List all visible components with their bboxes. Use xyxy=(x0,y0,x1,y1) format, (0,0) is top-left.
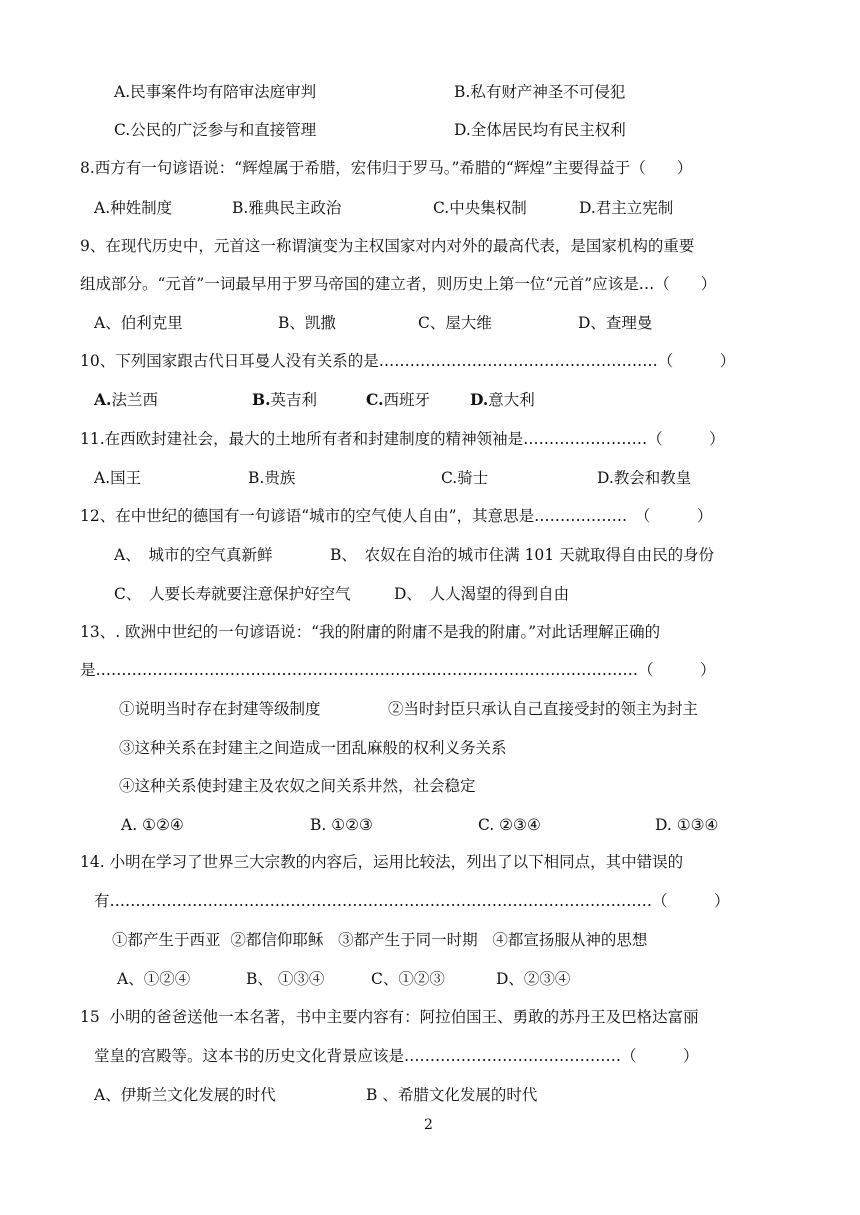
q15-option-a: A、伊斯兰文化发展的时代 xyxy=(94,1086,276,1104)
q12-option-a: A、 城市的空气真新鲜 xyxy=(114,546,273,564)
q11-option-b: B.贵族 xyxy=(248,469,296,487)
q10-stem: 10、下列国家跟古代日耳曼人没有关系的是………………………………………………（ ） xyxy=(80,352,736,370)
q12-option-b: B、 农奴在自治的城市住满 101 天就取得自由民的身份 xyxy=(330,546,715,564)
q10-option-d: D.意大利 xyxy=(470,390,535,409)
q9-option-b: B、凯撒 xyxy=(278,314,336,332)
q10-option-c: C.西班牙 xyxy=(366,390,430,409)
q12-option-c: C、 人要长寿就要注意保护好空气 xyxy=(114,585,351,603)
q13-stem-line1: 13、. 欧洲中世纪的一句谚语说：“我的附庸的附庸不是我的附庸。”对此话理解正确的 xyxy=(80,623,661,641)
q13-stem-line2: 是……………………………………………………………………………………………（ ） xyxy=(80,661,716,679)
q8-option-b: B.雅典民主政治 xyxy=(232,199,342,217)
q14-stem-line1: 14. 小明在学习了世界三大宗教的内容后，运用比较法，列出了以下相同点，其中错误的 xyxy=(80,853,684,871)
q9-option-c: C、屋大维 xyxy=(418,314,492,332)
q8-option-d: D.君主立宪制 xyxy=(579,199,674,217)
page-number: 2 xyxy=(424,1117,433,1133)
q13-option-a: A. ①②④ xyxy=(121,816,184,834)
q14-option-a: A、①②④ xyxy=(117,970,191,988)
q11-option-d: D.教会和教皇 xyxy=(597,469,692,487)
q7-option-b: B.私有财产神圣不可侵犯 xyxy=(454,83,626,101)
q12-stem: 12、在中世纪的德国有一句谚语“城市的空气使人自由”，其意思是……………… （ ） xyxy=(80,507,713,525)
q9-option-a: A、伯利克里 xyxy=(94,314,183,332)
q9-stem-line2: 组成部分。“元首”一词最早用于罗马帝国的建立者，则历史上第一位“元首”应该是…（ ） xyxy=(80,275,717,293)
q13-option-b: B. ①②③ xyxy=(310,816,373,834)
q15-stem-line1: 15 小明的爸爸送他一本名著，书中主要内容有：阿拉伯国王、勇敢的苏丹王及巴格达富丽 xyxy=(80,1008,699,1026)
q7-option-c: C.公民的广泛参与和直接管理 xyxy=(114,121,317,139)
q13-item-4: ④这种关系使封建主及农奴之间关系井然，社会稳定 xyxy=(119,777,476,795)
q13-option-c: C. ②③④ xyxy=(478,816,541,834)
q11-option-a: A.国王 xyxy=(94,469,142,487)
q11-option-c: C.骑士 xyxy=(441,469,489,487)
q10-option-b: B.英吉利 xyxy=(252,390,318,409)
q8-stem: 8.西方有一句谚语说：“辉煌属于希腊，宏伟归于罗马。”希腊的“辉煌”主要得益于（ ） xyxy=(80,159,693,177)
q14-option-d: D、②③④ xyxy=(496,970,571,988)
q14-option-c: C、①②③ xyxy=(371,970,445,988)
q8-option-c: C.中央集权制 xyxy=(433,199,527,217)
q13-item-2: ②当时封臣只承认自己直接受封的领主为封主 xyxy=(388,700,699,718)
q12-option-d: D、 人人渴望的得到自由 xyxy=(394,585,570,603)
q10-option-a: A.法兰西 xyxy=(94,390,158,409)
q11-stem: 11.在西欧封建社会，最大的土地所有者和封建制度的精神领袖是……………………（ ） xyxy=(80,430,725,448)
q13-item-3: ③这种关系在封建主之间造成一团乱麻般的权利义务关系 xyxy=(119,739,507,757)
q14-stem-line2: 有……………………………………………………………………………………………（ ） xyxy=(94,892,730,910)
q8-option-a: A.种姓制度 xyxy=(94,199,173,217)
q7-option-d: D.全体居民均有民主权利 xyxy=(454,121,626,139)
q9-stem-line1: 9、在现代历史中，元首这一称谓演变为主权国家对内对外的最高代表，是国家机构的重要 xyxy=(80,237,695,255)
q13-option-d: D. ①③④ xyxy=(655,816,719,834)
q14-items: ①都产生于西亚 ②都信仰耶稣 ③都产生于同一时期 ④都宣扬服从神的思想 xyxy=(112,931,648,949)
q15-option-b: B 、希腊文化发展的时代 xyxy=(366,1086,538,1104)
q15-stem-line2: 堂皇的宫殿等。这本书的历史文化背景应该是……………………………………（ ） xyxy=(94,1047,699,1065)
q14-option-b: B、 ①③④ xyxy=(246,970,325,988)
q7-option-a: A.民事案件均有陪审法庭审判 xyxy=(114,83,317,101)
q9-option-d: D、查理曼 xyxy=(578,314,653,332)
q13-item-1: ①说明当时存在封建等级制度 xyxy=(119,700,321,718)
